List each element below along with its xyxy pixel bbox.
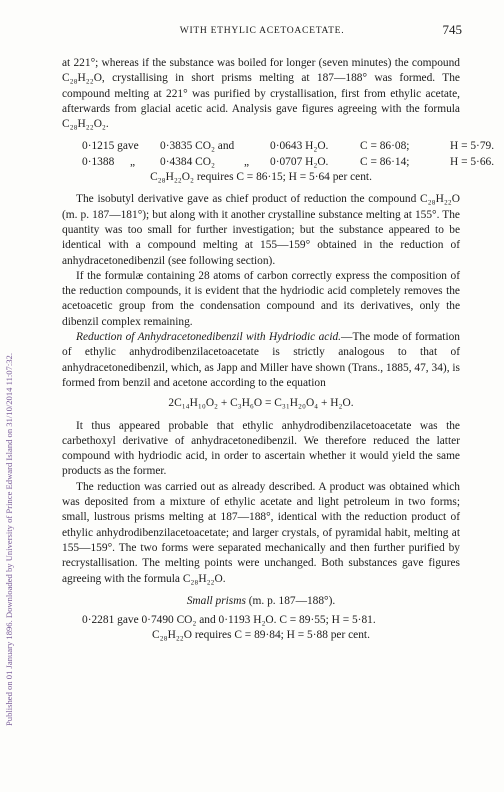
analysis-requires: C₂₈H₂₂O₂ requires C = 86·15; H = 5·64 per cent. xyxy=(150,171,372,184)
paragraph: It thus appeared probable that ethylic anhydrodibenzilacetoacetate was the carbethoxyl derivative of anhydracetonedibenzil. We therefore reduced the latter compound with hydriodic acid, in order to ascertain whether it would yield the same products as the former. xyxy=(62,419,460,478)
section-heading: Reduction of Anhydracetonedibenzil with Hydriodic acid. xyxy=(76,331,342,344)
chemical-equation: 2C₁₄H₁₀O₂ + C₃H₆O = C₃₁H₂₀O₄ + H₂O. xyxy=(168,397,354,410)
analysis-row: 0·1388 „ 0·4384 CO₂ „ 0·0707 H₂O. C = 86·14; H = 5·66. xyxy=(82,155,495,168)
section-paragraph: Reduction of Anhydracetonedibenzil with Hydriodic acid.—The mode of formation of ethylic anhydrodibenzilacetoacetate is strictly analogous to that of anhydracetonedibenzil, which, as Japp and Miller have shown (Trans., 1885, 47, 34), is formed from benzil and acetone according to the equation xyxy=(62,331,461,389)
download-watermark xyxy=(2,36,18,736)
analysis-requires: C₂₈H₂₂O requires C = 89·84; H = 5·88 per cent. xyxy=(152,629,370,642)
paragraph: The reduction was carried out as already described. A product was obtained which was deposited from a mixture of ethylic acetate and light petroleum in two forms; small, lustrous prisms melting at 187—188°, identical with the reduction product of ethylic anhydrodibenzilacetoacetate; and larger crystals, of pyramidal habit, melting at 155—159°. The two forms were separated mechanically and then further purified by recrystallisation. The melting points were unchanged. Both substances gave figures agreeing with the formula C₂₈H₂₂O. xyxy=(62,480,460,585)
analysis-row: 0·1215 gave 0·3835 CO₂ and 0·0643 H₂O. C = 86·08; H = 5·79. xyxy=(82,140,495,153)
running-title: WITH ETHYLIC ACETOACETATE. xyxy=(179,25,345,36)
analysis-row: 0·2281 gave 0·7490 CO₂ and 0·1193 H₂O. C = 89·55; H = 5·81. xyxy=(82,614,376,627)
paragraph: If the formulæ containing 28 atoms of carbon correctly express the composition of the reduction compounds, it is evident that the hydriodic acid completely removes the acetoacetic group from the condensation compound and its derivatives, only the dibenzil complex remaining. xyxy=(62,269,460,328)
paragraph-continuation: at 221°; whereas if the substance was boiled for longer (seven minutes) the compound C₂₈H₂₂O, crystallising in short prisms melting at 187—188° was formed. The compound melting at 221° was purified by crystallisation, first from ethylic acetate, afterwards from glacial acetic acid. Analysis gave figures agreeing with the formula C₂₈H₂₂O₂. xyxy=(62,57,460,131)
paragraph: The isobutyl derivative gave as chief product of reduction the compound C₂₈H₂₂O (m. p. 187—181°); but along with it another crystalline substance melting at 155°. The quantity was too small for further investigation; but the substance appeared to be identical with a compound melting at 155—159° obtained in the reduction of anhydracetonedibenzil (see following section). xyxy=(62,193,460,267)
page-number: 745 xyxy=(442,22,462,37)
subsection-heading: Small prisms (m. p. 187—188°). xyxy=(186,594,336,607)
page-header xyxy=(62,22,462,40)
download-watermark-text: Published on 01 January 1896. Downloaded by University of Prince Edward Island on 31/10/2014 11:07:32. xyxy=(4,353,14,726)
article-body xyxy=(62,56,495,644)
